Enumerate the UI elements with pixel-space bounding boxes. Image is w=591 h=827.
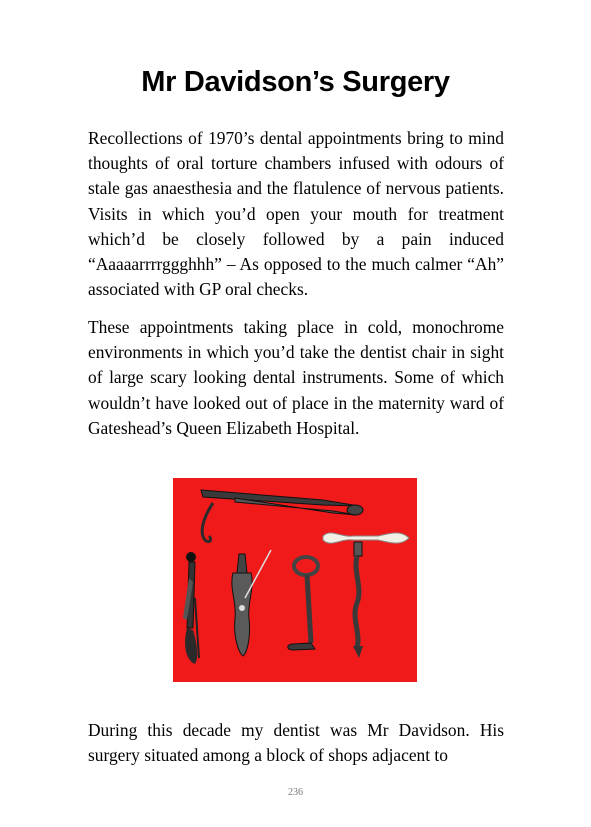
- paragraph-3: During this decade my dentist was Mr Davidson. His surgery situated among a block of shops adjacent to: [88, 720, 504, 766]
- paragraph-2: These appointments taking place in cold, monochrome environments in which you’d take the dentist chair in sight of large scary looking dental instruments. Some of which wouldn’t have looked out of place in the maternity ward of Gateshead’s Queen Elizabeth Hospital.: [88, 317, 504, 438]
- dental-instruments-photo: [173, 478, 417, 682]
- page-number: 236: [288, 787, 303, 798]
- page-title: Mr Davidson’s Surgery: [141, 66, 450, 98]
- paragraph-1: Recollections of 1970’s dental appointments bring to mind thoughts of oral torture chambers infused with odours of stale gas anaesthesia and the flatulence of nervous patients. Visits in which you’d open your mouth for treatment which’d be closely followed by a pain induced “Aaaaarrrrggghhh” – As opposed to the much calmer “Ah” associated with GP oral checks.: [88, 128, 504, 300]
